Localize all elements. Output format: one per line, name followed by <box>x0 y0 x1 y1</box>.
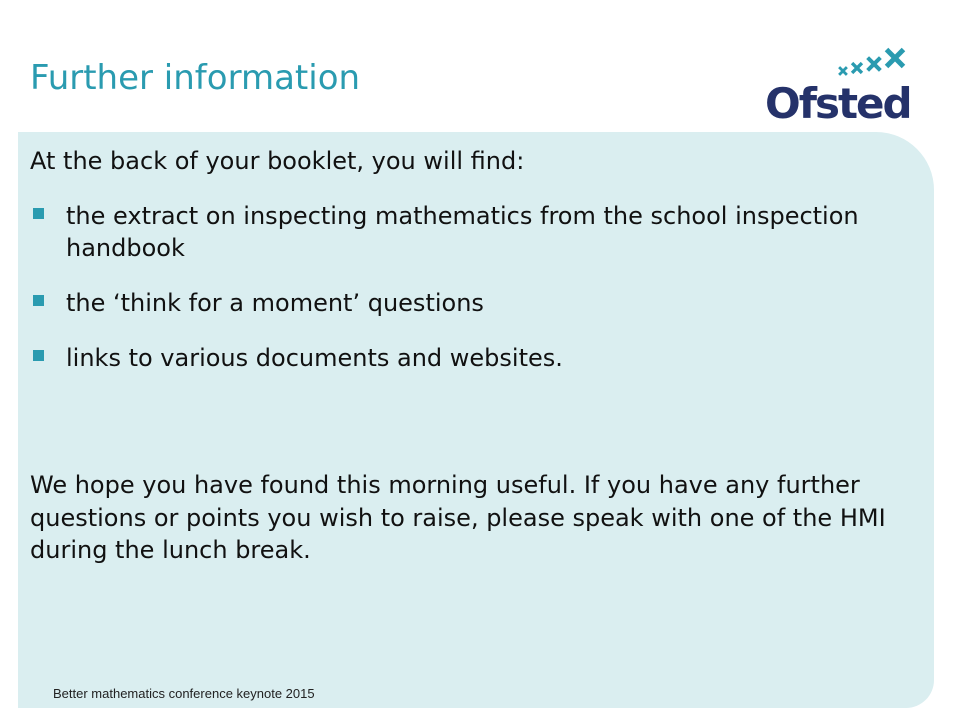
bullet-text: the extract on inspecting mathematics from the school inspection handbook <box>66 202 859 262</box>
ofsted-logo <box>762 44 912 124</box>
list-item <box>30 287 880 319</box>
square-bullet-icon <box>33 295 44 306</box>
square-bullet-icon <box>33 350 44 361</box>
bullet-list <box>30 200 880 397</box>
footer-text: Better mathematics conference keynote 2015 <box>53 686 315 701</box>
bullet-text: links to various documents and websites. <box>66 344 563 372</box>
logo-stars <box>835 44 912 79</box>
intro-text: At the back of your booklet, you will find: <box>30 147 525 175</box>
bullet-text: the ‘think for a moment’ questions <box>66 289 484 317</box>
list-item <box>30 342 880 374</box>
slide-title: Further information <box>30 58 361 98</box>
list-item <box>30 200 880 264</box>
square-bullet-icon <box>33 208 44 219</box>
logo-wordmark: Ofsted <box>765 79 911 124</box>
closing-paragraph: We hope you have found this morning useful. If you have any further questions or points you wish to raise, please speak with one of the HMI during the lunch break. <box>30 471 886 564</box>
